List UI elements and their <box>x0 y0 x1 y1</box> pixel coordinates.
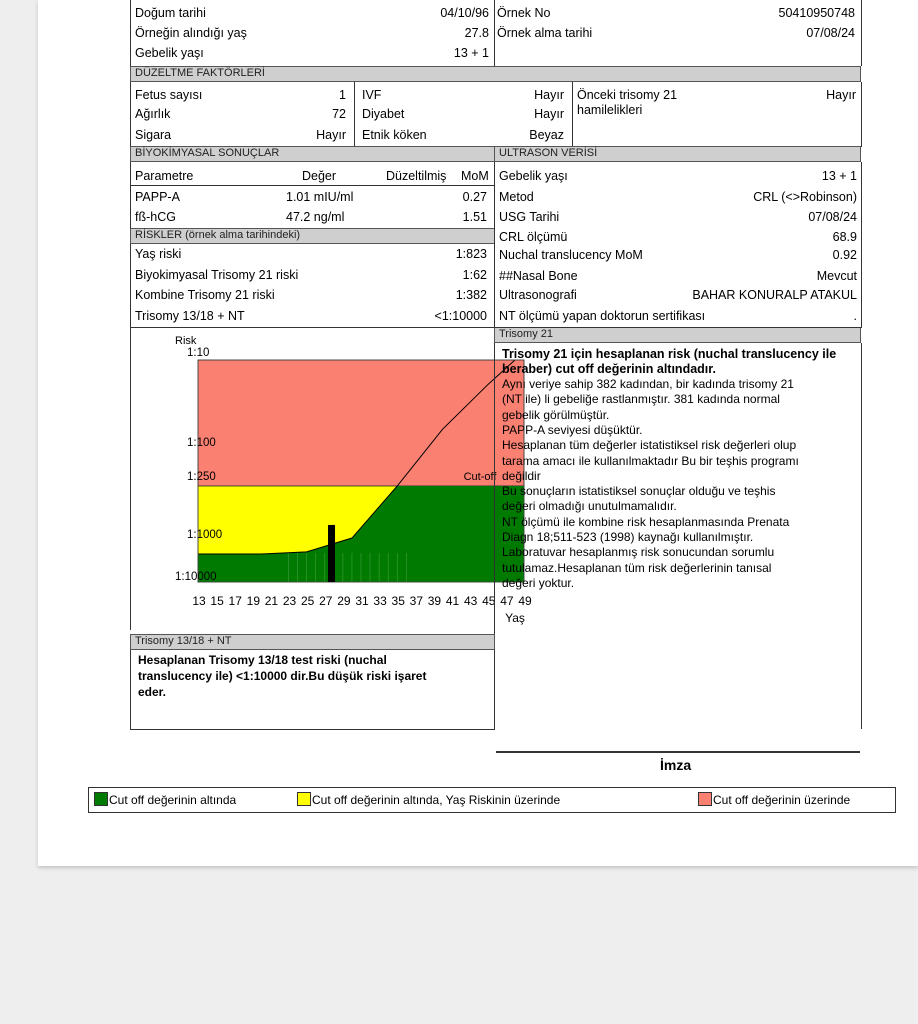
risk-label: Biyokimyasal Trisomy 21 riski <box>135 268 299 282</box>
prev-trisomy-value: Hayır <box>826 88 856 102</box>
sample-age-label: Örneğin alındığı yaş <box>135 26 247 40</box>
fetus-value: 1 <box>339 88 346 102</box>
ultrasound-value: . <box>853 309 857 323</box>
legend-label: Cut off değerinin altında <box>109 793 237 807</box>
trisomy21-text-line: değildir <box>502 468 541 483</box>
ultrasound-value: CRL (<>Robinson) <box>753 190 857 204</box>
legend-label: Cut off değerinin üzerinde <box>713 793 851 807</box>
trisomy21-text-line: değeri yoktur. <box>502 575 575 590</box>
signature-label: İmza <box>660 757 692 773</box>
ultrasound-value: 13 + 1 <box>821 169 857 183</box>
ultrasound-label: Metod <box>499 190 534 204</box>
gest-label: Gebelik yaşı <box>135 46 204 60</box>
risk-value: 1:823 <box>455 247 487 261</box>
signature-line <box>496 751 860 753</box>
x-tick-label: 33 <box>373 594 387 608</box>
biochem-col-mom: MoM <box>461 169 489 183</box>
trisomy1318-text-line: Hesaplanan Trisomy 13/18 test riski (nuchal <box>138 653 387 667</box>
sample-no-value: 50410950748 <box>778 6 855 20</box>
trisomy21-text-line: Laboratuvar hesaplanmış risk sonucundan sorumlu <box>502 545 775 560</box>
y-tick-label: 1:10000 <box>175 571 217 583</box>
biochem-header: BİYOKİMYASAL SONUÇLAR <box>130 146 495 162</box>
ivf-label: IVF <box>362 88 382 102</box>
diabetes-value: Hayır <box>534 107 564 121</box>
x-tick-label: 27 <box>319 594 333 608</box>
risk-label: Yaş riski <box>135 247 182 261</box>
x-tick-label: 31 <box>355 594 369 608</box>
biochem-param: PAPP-A <box>135 190 180 204</box>
trisomy21-text-line: Bu sonuçların istatistiksel sonuçlar olduğu ve teşhis <box>502 484 776 499</box>
weight-value: 72 <box>332 107 346 121</box>
sample-date-label: Örnek alma tarihi <box>497 26 593 40</box>
prev-trisomy-label-2: hamilelikleri <box>577 103 643 117</box>
trisomy21-text-line: değeri olmadığı unutulmamalıdır. <box>502 499 677 514</box>
ultrasound-label: NT ölçümü yapan doktorun sertifikası <box>499 309 706 323</box>
patient-risk-bar <box>328 525 335 582</box>
sample-no-label: Örnek No <box>497 6 551 20</box>
divider <box>494 0 495 66</box>
ultrasound-value: 07/08/24 <box>808 210 857 224</box>
trisomy21-text-line: Hesaplanan tüm değerler istatistiksel risk değerleri olup <box>502 438 797 453</box>
risk-value: <1:10000 <box>434 309 487 323</box>
risk-label: Trisomy 13/18 + NT <box>135 309 245 323</box>
biochem-mom: 1.51 <box>462 210 487 224</box>
ethnic-label: Etnik köken <box>362 128 427 142</box>
smoke-value: Hayır <box>316 128 346 142</box>
ultrasound-value: Mevcut <box>816 269 857 283</box>
ultrasound-label: USG Tarihi <box>499 210 560 224</box>
x-tick-label: 35 <box>391 594 405 608</box>
ultrasound-label: Nuchal translucency MoM <box>499 248 643 262</box>
x-tick-label: 39 <box>427 594 442 608</box>
x-tick-label: 23 <box>282 594 297 608</box>
x-tick-label: 21 <box>264 594 279 608</box>
correction-header: DÜZELTME FAKTÖRLERİ <box>130 66 861 82</box>
divider <box>130 185 494 186</box>
trisomy21-text-line: (NT ile) li gebeliğe rastlanmıştır. 381 kadında normal <box>502 392 780 407</box>
x-tick-label: 13 <box>192 594 206 608</box>
biochem-mom: 0.27 <box>462 190 487 204</box>
x-tick-label: 45 <box>482 594 496 608</box>
y-tick-label: 1:10 <box>187 347 210 359</box>
risk-value: 1:382 <box>455 288 487 302</box>
biochem-value: 1.01 mIU/ml <box>286 190 354 204</box>
risks-header: RİSKLER (örnek alma tarihindeki) <box>130 228 495 244</box>
trisomy1318-text-line: translucency ile) <1:10000 dir.Bu düşük riski işaret <box>138 669 427 683</box>
ultrasound-header: ULTRASON VERİSİ <box>494 146 861 162</box>
ultrasound-label: ##Nasal Bone <box>499 269 578 283</box>
gest-value: 13 + 1 <box>453 46 489 60</box>
biochem-value: 47.2 ng/ml <box>286 210 345 224</box>
prev-trisomy-label: Önceki trisomy 21 <box>577 88 678 102</box>
patient-info <box>130 0 862 66</box>
x-tick-label: 41 <box>445 594 460 608</box>
risk-label: Kombine Trisomy 21 riski <box>135 288 275 302</box>
trisomy21-text-line: NT ölçümü ile kombine risk hesaplanmasında Prenata <box>502 514 790 529</box>
dob-label: Doğum tarihi <box>135 6 206 20</box>
x-tick-label: 15 <box>210 594 224 608</box>
above-cutoff-zone <box>198 360 524 486</box>
legend-swatch-green <box>94 792 108 806</box>
y-tick-label: 1:1000 <box>187 529 223 541</box>
trisomy1318-text-line: eder. <box>138 685 167 699</box>
x-tick-label: 29 <box>337 594 351 608</box>
trisomy21-text-line: Diagn 18;511-523 (1998) kaynağı kullanılmıştır. <box>502 530 754 544</box>
ethnic-value: Beyaz <box>529 128 564 142</box>
legend-label: Cut off değerinin altında, Yaş Riskinin üzerinde <box>312 793 561 807</box>
trisomy21-text-line: PAPP-A seviyesi düşüktür. <box>502 422 643 437</box>
ultrasound-value: 0.92 <box>832 248 857 262</box>
ultrasound-value: BAHAR KONURALP ATAKUL <box>692 288 857 302</box>
trisomy21-text-line: gebelik görülmüştür. <box>502 407 610 422</box>
weight-label: Ağırlık <box>135 107 171 121</box>
trisomy21-text-line: tarama amacı ile kullanılmaktadır Bu bir teşhis programı <box>502 453 799 468</box>
biochem-col-param: Parametre <box>135 169 194 183</box>
ultrasound-value: 68.9 <box>832 230 857 244</box>
sample-date-value: 07/08/24 <box>806 26 855 40</box>
y-axis-label: Risk <box>175 335 197 347</box>
cutoff-label: Cut-off <box>463 471 497 483</box>
biochem-param: fß-hCG <box>135 210 176 224</box>
x-tick-label: 19 <box>246 594 261 608</box>
ultrasound-label: CRL ölçümü <box>499 230 568 244</box>
divider <box>572 82 573 146</box>
ultrasound-box <box>494 162 862 328</box>
y-tick-label: 1:250 <box>187 471 216 483</box>
y-tick-label: 1:100 <box>187 437 216 449</box>
dob-value: 04/10/96 <box>440 6 489 20</box>
trisomy21-text-line: tutulamaz.Hesaplanan tüm risk değerlerinin tanısal <box>502 560 772 575</box>
biochem-col-corrected: Düzeltilmiş <box>386 169 447 183</box>
report-page <box>38 0 918 866</box>
ultrasound-label: Ultrasonografi <box>499 288 577 302</box>
risk-value: 1:62 <box>462 268 487 282</box>
x-tick-label: 49 <box>518 594 532 608</box>
legend-swatch-yellow <box>297 792 311 806</box>
biochem-col-value: Değer <box>302 169 337 183</box>
x-axis-label: Yaş <box>505 611 525 625</box>
smoke-label: Sigara <box>135 128 172 142</box>
x-tick-label: 47 <box>500 594 514 608</box>
fetus-label: Fetus sayısı <box>135 88 203 102</box>
sample-age-value: 27.8 <box>464 26 489 40</box>
x-tick-label: 25 <box>300 594 315 608</box>
x-tick-label: 17 <box>228 594 242 608</box>
x-tick-label: 37 <box>409 594 424 608</box>
x-tick-label: 43 <box>463 594 478 608</box>
legend-swatch-red <box>698 792 712 806</box>
trisomy1318-header: Trisomy 13/18 + NT <box>130 634 495 650</box>
divider <box>354 82 355 146</box>
ivf-value: Hayır <box>534 88 564 102</box>
trisomy21-heading: Trisomy 21 için hesaplanan risk (nuchal translucency ile beraber) cut off değerinin altındadır. <box>502 347 837 376</box>
diabetes-label: Diyabet <box>362 107 405 121</box>
trisomy21-header: Trisomy 21 <box>494 328 861 343</box>
trisomy21-text-line: Aynı veriye sahip 382 kadından, bir kadında trisomy 21 <box>502 377 794 391</box>
ultrasound-label: Gebelik yaşı <box>499 169 568 183</box>
